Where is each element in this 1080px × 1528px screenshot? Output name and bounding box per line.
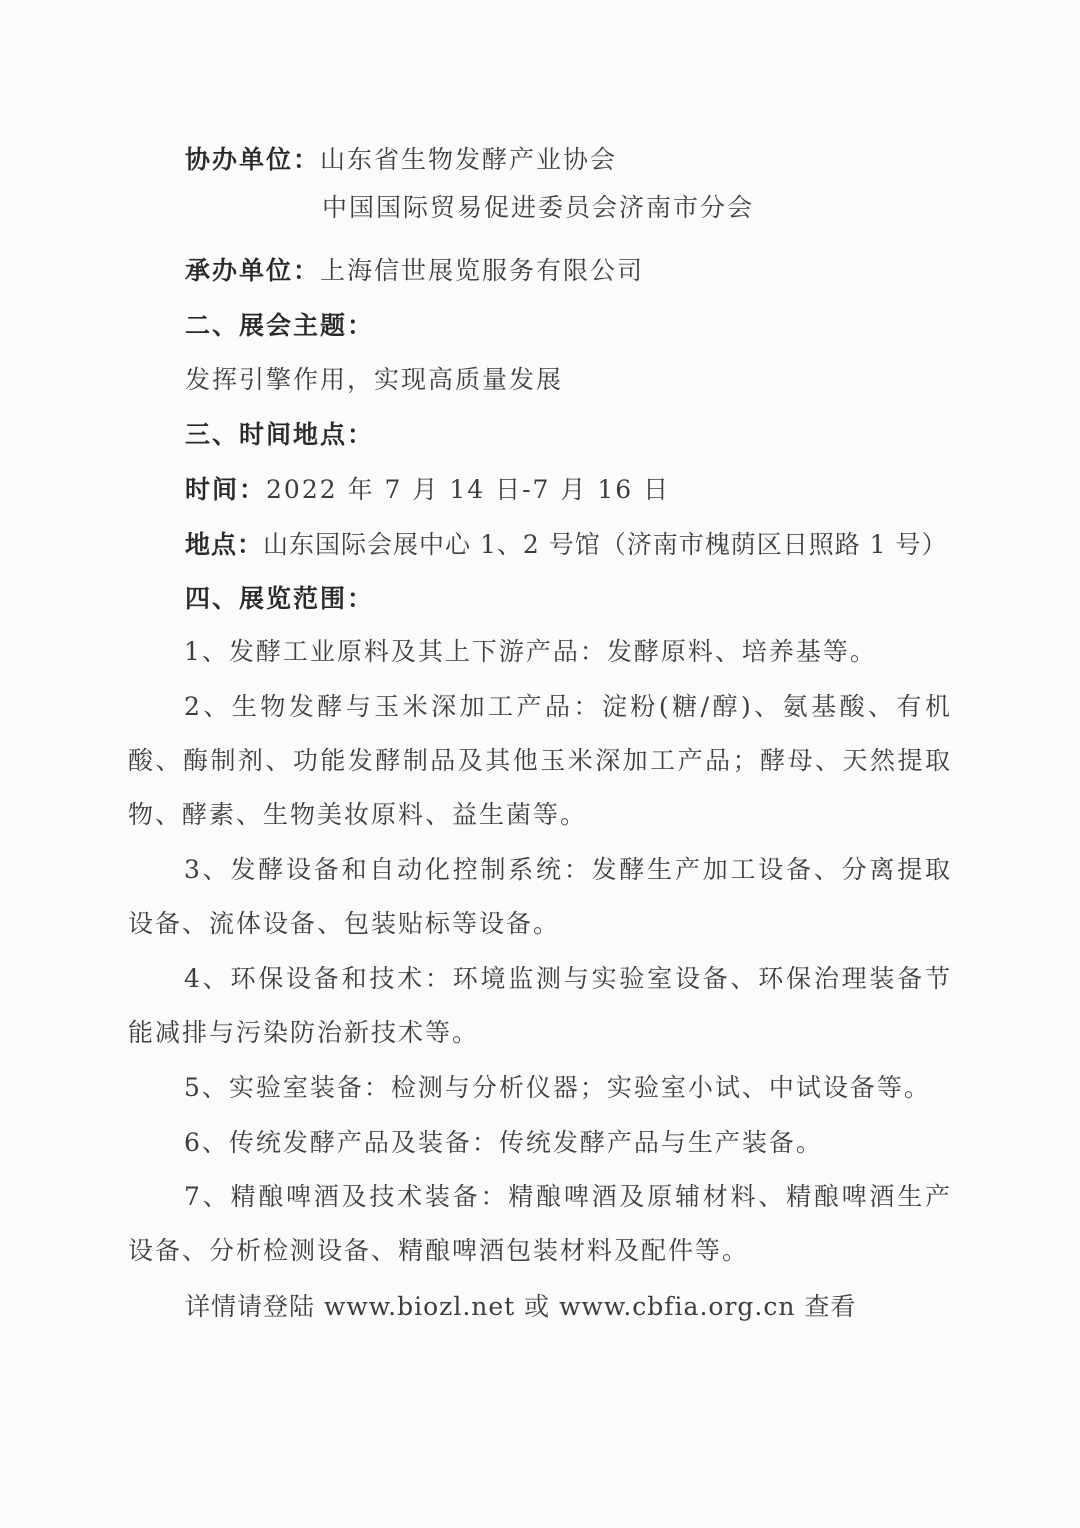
co-organizer-1: 山东省生物发酵产业协会 [320, 145, 618, 174]
place-row [185, 528, 948, 562]
details-link-text: 详情请登陆 www.biozl.net 或 www.cbfia.org.cn 查看 [185, 1292, 857, 1321]
time-row [185, 473, 670, 507]
scope-item-3: 3、发酵设备和自动化控制系统：发酵生产加工设备、分离提取设备、流体设备、包装贴标等设备。 [128, 855, 952, 938]
place-label: 地点： [185, 530, 264, 559]
scope-item-6: 6、传统发酵产品及装备：传统发酵产品与生产装备。 [184, 1128, 823, 1157]
time-place-heading: 三、时间地点： [185, 420, 375, 449]
organizer-label: 承办单位： [185, 256, 321, 285]
scope-item-5: 5、实验室装备：检测与分析仪器；实验室小试、中试设备等。 [184, 1073, 931, 1102]
scope-heading: 四、展览范围： [185, 584, 375, 613]
co-organizers-label: 协办单位： [185, 145, 321, 174]
time-label: 时间： [185, 475, 267, 504]
organizer-value: 上海信世展览服务有限公司 [320, 256, 645, 285]
theme-text: 发挥引擎作用，实现高质量发展 [185, 365, 564, 394]
scope-item-4: 4、环保设备和技术：环境监测与实验室设备、环保治理装备节能减排与污染防治新技术等。 [128, 964, 952, 1047]
time-value: 2022 年 7 月 14 日-7 月 16 日 [266, 475, 671, 504]
scope-item-2: 2、生物发酵与玉米深加工产品：淀粉(糖/醇)、氨基酸、有机酸、酶制剂、功能发酵制品及其他玉米深加工产品；酵母、天然提取物、酵素、生物美妆原料、益生菌等。 [128, 692, 952, 829]
co-organizers-row [185, 143, 617, 177]
co-organizer-2: 中国国际贸易促进委员会济南市分会 [322, 193, 755, 222]
organizer-row [185, 254, 644, 288]
scope-item-1: 1、发酵工业原料及其上下游产品：发酵原料、培养基等。 [184, 637, 877, 666]
theme-heading: 二、展会主题： [185, 311, 375, 340]
place-value: 山东国际会展中心 1、2 号馆（济南市槐荫区日照路 1 号） [263, 530, 948, 559]
scope-item-7: 7、精酿啤酒及技术装备：精酿啤酒及原辅材料、精酿啤酒生产设备、分析检测设备、精酿啤酒包装材料及配件等。 [128, 1182, 952, 1265]
